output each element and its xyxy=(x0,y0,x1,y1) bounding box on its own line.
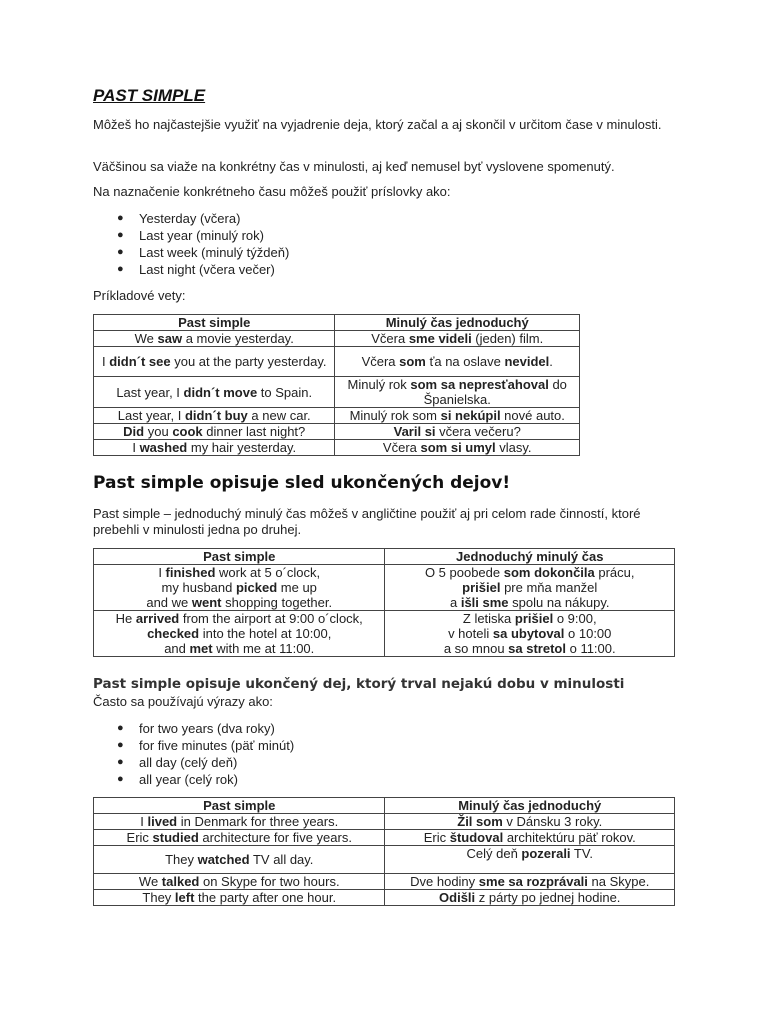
text-run: my husband xyxy=(161,580,236,595)
bullet-icon: ● xyxy=(117,773,124,785)
bold-verb: som sa nepresťahoval xyxy=(410,377,549,392)
text-run: včera večeru? xyxy=(435,424,521,439)
intro-paragraph-3: Na naznačenie konkrétneho času môžeš použiť príslovky ako: xyxy=(93,184,451,199)
list-item: ● Yesterday (včera) xyxy=(117,211,241,226)
cell-line xyxy=(388,580,671,595)
table-header-row xyxy=(94,549,675,565)
bold-verb: went xyxy=(191,595,222,610)
text-run: They xyxy=(165,852,198,867)
duration-table xyxy=(93,797,675,906)
bold-verb: som dokončila xyxy=(503,565,595,580)
text-run: work at 5 o´clock, xyxy=(215,565,321,580)
cell-sk xyxy=(385,874,675,890)
cell-sk xyxy=(335,377,580,408)
bold-verb: arrived xyxy=(135,611,180,626)
list-item: ● all day (celý deň) xyxy=(117,755,238,770)
text-run: to Spain. xyxy=(257,384,313,400)
cell-en xyxy=(94,408,335,424)
cell-en xyxy=(94,347,335,377)
bold-verb: lived xyxy=(147,814,178,829)
sequence-table xyxy=(93,548,675,657)
bullet-icon: ● xyxy=(117,229,124,241)
text-run: vlasy. xyxy=(495,440,532,455)
table-row xyxy=(94,565,675,611)
examples-table xyxy=(93,314,580,456)
bold-verb: sme videli xyxy=(408,331,472,346)
section-heading-duration: Past simple opisuje ukončený dej, ktorý trval nejakú dobu v minulosti xyxy=(93,676,625,692)
column-header: Minulý čas jednoduchý xyxy=(335,315,580,331)
table-row xyxy=(94,846,675,874)
duration-list xyxy=(93,720,294,788)
column-header: Jednoduchý minulý čas xyxy=(385,549,675,565)
list-item: ● Last week (minulý týždeň) xyxy=(117,245,290,260)
text-run: I xyxy=(158,565,166,580)
table-row xyxy=(94,347,580,377)
intro-paragraph-1: Môžeš ho najčastejšie využiť na vyjadrenie deja, ktorý začal a aj skončil v určitom čase v minulosti. xyxy=(93,117,662,132)
bold-verb: sa stretol xyxy=(508,641,566,656)
cell-line xyxy=(388,595,671,610)
bold-verb: met xyxy=(189,641,213,656)
text-run: you at the party yesterday. xyxy=(170,354,327,369)
cell-line xyxy=(388,626,671,641)
text-run: you xyxy=(144,424,173,439)
text-run: Včera xyxy=(382,440,421,455)
cell-en xyxy=(94,814,385,830)
column-header: Past simple xyxy=(94,315,335,331)
cell-line xyxy=(97,580,381,595)
bullet-icon: ● xyxy=(117,212,124,224)
text-run: with me at 11:00. xyxy=(212,641,315,656)
text-run: He xyxy=(115,611,136,626)
bullet-icon: ● xyxy=(117,722,124,734)
text-run: Eric xyxy=(126,830,153,845)
text-run: the party after one hour. xyxy=(194,890,337,905)
table-row xyxy=(94,408,580,424)
table-header-row xyxy=(94,315,580,331)
examples-label: Príkladové vety: xyxy=(93,288,186,303)
bold-verb: prišiel xyxy=(514,611,554,626)
bullet-icon: ● xyxy=(117,246,124,258)
cell-en xyxy=(94,874,385,890)
text-run: (jeden) film. xyxy=(471,331,544,346)
text-run: Last year, I xyxy=(116,384,184,400)
bold-verb: didn´t see xyxy=(109,354,171,369)
text-run: Minulý rok xyxy=(347,377,411,392)
bold-verb: studied xyxy=(152,830,199,845)
text-run: and we xyxy=(146,595,192,610)
cell-line xyxy=(388,641,671,656)
table-header-row xyxy=(94,798,675,814)
text-run: na Skype. xyxy=(587,874,650,889)
cell-line xyxy=(97,611,381,626)
bold-verb: cook xyxy=(172,424,203,439)
cell-sk xyxy=(385,611,675,657)
bold-verb: pozerali xyxy=(521,846,571,861)
adverb-list xyxy=(93,210,289,278)
bold-verb: si nekúpil xyxy=(440,408,501,423)
cell-en xyxy=(94,424,335,440)
text-run: do Španielska. xyxy=(423,377,567,407)
cell-sk xyxy=(335,408,580,424)
cell-sk xyxy=(385,814,675,830)
text-run: I xyxy=(132,440,140,455)
cell-line xyxy=(388,611,671,626)
text-run: in Denmark for three years. xyxy=(177,814,339,829)
text-run: v Dánsku 3 roky. xyxy=(502,814,603,829)
table-row xyxy=(94,331,580,347)
bold-verb: picked xyxy=(235,580,278,595)
list-item: ● for five minutes (päť minút) xyxy=(117,738,295,753)
text-run: They xyxy=(142,890,175,905)
list-item: ● Last night (včera večer) xyxy=(117,262,275,277)
table-row xyxy=(94,424,580,440)
text-run: prácu, xyxy=(594,565,635,580)
section-heading-sequence: Past simple opisuje sled ukončených dejov! xyxy=(93,473,511,493)
bold-verb: Did xyxy=(123,424,145,439)
bullet-icon: ● xyxy=(117,739,124,751)
table-row xyxy=(94,874,675,890)
text-run: into the hotel at 10:00, xyxy=(199,626,332,641)
bold-verb: saw xyxy=(157,331,183,346)
text-run: We xyxy=(134,331,158,346)
bullet-icon: ● xyxy=(117,263,124,275)
text-run: ťa na oslave xyxy=(425,354,505,369)
bold-verb: didn´t move xyxy=(183,384,258,400)
bold-verb: washed xyxy=(139,440,188,455)
cell-en xyxy=(94,331,335,347)
cell-sk xyxy=(335,424,580,440)
text-run: o 9:00, xyxy=(553,611,597,626)
text-run: nové auto. xyxy=(500,408,565,423)
text-run: I xyxy=(140,814,148,829)
cell-line xyxy=(97,595,381,610)
text-run: z párty po jednej hodine. xyxy=(475,890,621,905)
text-run: my hair yesterday. xyxy=(187,440,297,455)
text-run: a xyxy=(449,595,461,610)
column-header: Past simple xyxy=(94,798,385,814)
text-run: Dve hodiny xyxy=(410,874,479,889)
cell-en xyxy=(94,377,335,408)
column-header: Minulý čas jednoduchý xyxy=(385,798,675,814)
cell-en xyxy=(94,890,385,906)
text-run: I xyxy=(101,354,110,369)
cell-en xyxy=(94,565,385,611)
cell-line xyxy=(97,565,381,580)
cell-en xyxy=(94,440,335,456)
text-run: TV all day. xyxy=(249,852,314,867)
text-run: architektúru päť rokov. xyxy=(503,830,636,845)
cell-sk xyxy=(335,331,580,347)
column-header: Past simple xyxy=(94,549,385,565)
cell-en xyxy=(94,846,385,874)
cell-line xyxy=(97,641,381,656)
text-run: Last year, I xyxy=(117,408,185,423)
table-row xyxy=(94,611,675,657)
cell-en xyxy=(94,611,385,657)
text-run: O 5 poobede xyxy=(424,565,504,580)
cell-line xyxy=(97,626,381,641)
bold-verb: sa ubytoval xyxy=(492,626,565,641)
bold-verb: sme sa rozprávali xyxy=(478,874,588,889)
text-run: . xyxy=(549,354,553,369)
page-title: PAST SIMPLE xyxy=(93,86,206,105)
bold-verb: som xyxy=(399,354,426,369)
text-run: We xyxy=(138,874,162,889)
duration-paragraph: Často sa používajú výrazy ako: xyxy=(93,694,273,709)
text-run: architecture for five years. xyxy=(198,830,352,845)
text-run: spolu na nákupy. xyxy=(508,595,610,610)
bold-verb: išli sme xyxy=(460,595,509,610)
text-run: Z letiska xyxy=(462,611,515,626)
bold-verb: nevidel xyxy=(504,354,550,369)
table-row xyxy=(94,440,580,456)
text-run: Celý deň xyxy=(466,846,522,861)
cell-sk xyxy=(385,565,675,611)
table-row xyxy=(94,830,675,846)
table-row xyxy=(94,814,675,830)
sequence-paragraph: Past simple – jednoduchý minulý čas môžeš v angličtine použiť aj pri celom rade činností, ktoré prebehli v minulosti jedna po druhej. xyxy=(93,506,641,537)
cell-line xyxy=(388,565,671,580)
bold-verb: Žil som xyxy=(457,814,503,829)
list-item: ● for two years (dva roky) xyxy=(117,721,275,736)
list-item: ● Last year (minulý rok) xyxy=(117,228,264,243)
text-run: from the airport at 9:00 o´clock, xyxy=(179,611,363,626)
text-run: a movie yesterday. xyxy=(182,331,294,346)
bold-verb: finished xyxy=(165,565,216,580)
bold-verb: checked xyxy=(147,626,200,641)
text-run: me up xyxy=(277,580,317,595)
cell-sk xyxy=(385,890,675,906)
text-run: o 10:00 xyxy=(564,626,612,641)
cell-sk xyxy=(385,830,675,846)
list-item: ● all year (celý rok) xyxy=(117,772,238,787)
text-run: Včera xyxy=(371,331,409,346)
bold-verb: talked xyxy=(161,874,200,889)
cell-en xyxy=(94,830,385,846)
intro-paragraph-2: Väčšinou sa viaže na konkrétny čas v minulosti, aj keď nemusel byť vyslovene spomenutý. xyxy=(93,159,615,174)
text-run: a new car. xyxy=(247,408,311,423)
bold-verb: študoval xyxy=(449,830,504,845)
cell-sk xyxy=(335,440,580,456)
cell-sk xyxy=(385,846,675,874)
text-run: v hoteli xyxy=(448,626,493,641)
table-row xyxy=(94,377,580,408)
text-run: Včera xyxy=(361,354,400,369)
bold-verb: didn´t buy xyxy=(184,408,248,423)
text-run: shopping together. xyxy=(221,595,333,610)
bold-verb: prišiel xyxy=(462,580,501,595)
bold-verb: Odišli xyxy=(439,890,476,905)
text-run: pre mňa manžel xyxy=(500,580,598,595)
text-run: and xyxy=(164,641,190,656)
text-run: TV. xyxy=(570,846,593,861)
table-row xyxy=(94,890,675,906)
text-run: Eric xyxy=(423,830,450,845)
cell-sk xyxy=(335,347,580,377)
bold-verb: watched xyxy=(197,852,250,867)
bullet-icon: ● xyxy=(117,756,124,768)
text-run: a so mnou xyxy=(443,641,509,656)
bold-verb: Varil si xyxy=(393,424,436,439)
bold-verb: left xyxy=(174,890,195,905)
text-run: dinner last night? xyxy=(202,424,306,439)
text-run: on Skype for two hours. xyxy=(199,874,340,889)
text-run: Minulý rok som xyxy=(349,408,441,423)
bold-verb: som si umyl xyxy=(420,440,496,455)
text-run: o 11:00. xyxy=(565,641,616,656)
